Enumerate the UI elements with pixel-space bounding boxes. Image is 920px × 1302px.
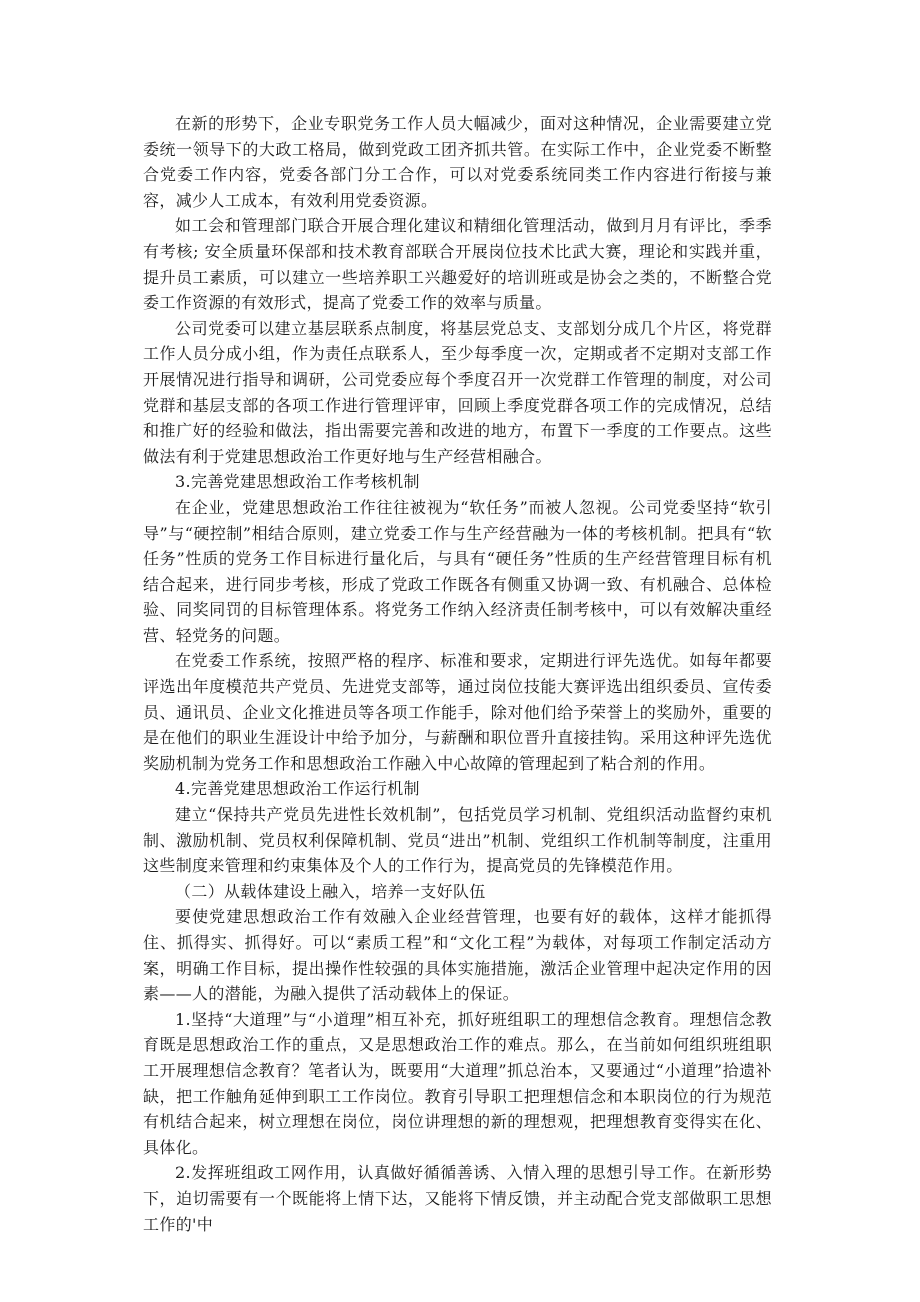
paragraph-9: 2.发挥班组政工网作用，认真做好循循善诱、入情入理的思想引导工作。在新形势下，迫切需要有一个既能将上情下达，又能将下情反馈，并主动配合党支部做职工思想工作的'中 xyxy=(143,1163,772,1234)
paragraph-4: 在企业，党建思想政治工作往往被视为“软任务”而被人忽视。公司党委坚持“软引导”与“硬控制”相结合原则，建立党委工作与生产经营融为一体的考核机制。把具有“软任务”性质的党务工作目标进行量化后，与具有“硬任务”性质的生产经营管理目标有机结合起来，进行同步考核，形成了党政工作既各有侧重又协调一致、有机融合、总体检验、同奖同罚的目标管理体系。将党务工作纳入经济责任制考核中，可以有效解决重经营、轻党务的问题。 xyxy=(143,497,772,645)
paragraph-5: 在党委工作系统，按照严格的程序、标准和要求，定期进行评先选优。如每年都要评选出年度模范共产党员、先进党支部等，通过岗位技能大赛评选出组织委员、宣传委员、通讯员、企业文化推进员等各项工作能手，除对他们给予荣誉上的奖励外，重要的是在他们的职业生涯设计中给予加分，与薪酬和职位晋升直接挂钩。采用这种评先选优奖励机制为党务工作和思想政治工作融入中心故障的管理起到了粘合剂的作用。 xyxy=(143,651,772,773)
section-heading-2: （二）从载体建设上融入，培养一支好队伍 xyxy=(175,881,486,901)
paragraph-7: 要使党建思想政治工作有效融入企业经营管理，也要有好的载体，这样才能抓得住、抓得实、抓得好。可以“素质工程”和“文化工程”为载体，对每项工作制定活动方案，明确工作目标，提出操作性较强的具体实施措施，激活企业管理中起决定作用的因素——人的潜能，为融入提供了活动载体上的保证。 xyxy=(143,907,772,1004)
heading-4: 4.完善党建思想政治工作运行机制 xyxy=(175,779,420,799)
paragraph-2: 如工会和管理部门联合开展合理化建议和精细化管理活动，做到月月有评比，季季有考核; 安全质量环保部和技术教育部联合开展岗位技术比武大赛，理论和实践并重，提升员工素质，可以建立一些培养职工兴趣爱好的培训班或是协会之类的，不断整合党委工作资源的有效形式，提高了党委工作的效率与质量。 xyxy=(143,216,772,313)
paragraph-1: 在新的形势下，企业专职党务工作人员大幅减少，面对这种情况，企业需要建立党委统一领导下的大政工格局，做到党政工团齐抓共管。在实际工作中，企业党委不断整合党委工作内容，党委各部门分工合作，可以对党委系统同类工作内容进行衔接与兼容，减少人工成本，有效利用党委资源。 xyxy=(143,114,772,210)
paragraph-3: 公司党委可以建立基层联系点制度，将基层党总支、支部划分成几个片区，将党群工作人员分成小组，作为责任点联系人，至少每季度一次，定期或者不定期对支部工作开展情况进行指导和调研，公司党委应每个季度召开一次党群工作管理的制度，对公司党群和基层支部的各项工作进行管理评审，回顾上季度党群各项工作的完成情况，总结和推广好的经验和做法，指出需要完善和改进的地方，布置下一季度的工作要点。这些做法有利于党建思想政治工作更好地与生产经营相融合。 xyxy=(143,318,772,466)
heading-3: 3.完善党建思想政治工作考核机制 xyxy=(175,472,420,492)
paragraph-8: 1.坚持“大道理”与“小道理”相互补充，抓好班组职工的理想信念教育。理想信念教育既是思想政治工作的重点，又是思想政治工作的难点。那么，在当前如何组织班组职工开展理想信念教育？笔者认为，既要用“大道理”抓总治本，又要通过“小道理”拾遗补缺，把工作触角延伸到职工工作岗位。教育引导职工把理想信念和本职岗位的行为规范有机结合起来，树立理想在岗位，岗位讲理想的新的理想观，把理想教育变得实在化、具体化。 xyxy=(143,1009,772,1157)
paragraph-6: 建立“保持共产党员先进性长效机制”，包括党员学习机制、党组织活动监督约束机制、激励机制、党员权利保障机制、党员“进出”机制、党组织工作机制等制度，注重用这些制度来管理和约束集体及个人的工作行为，提高党员的先锋模范作用。 xyxy=(143,805,772,876)
